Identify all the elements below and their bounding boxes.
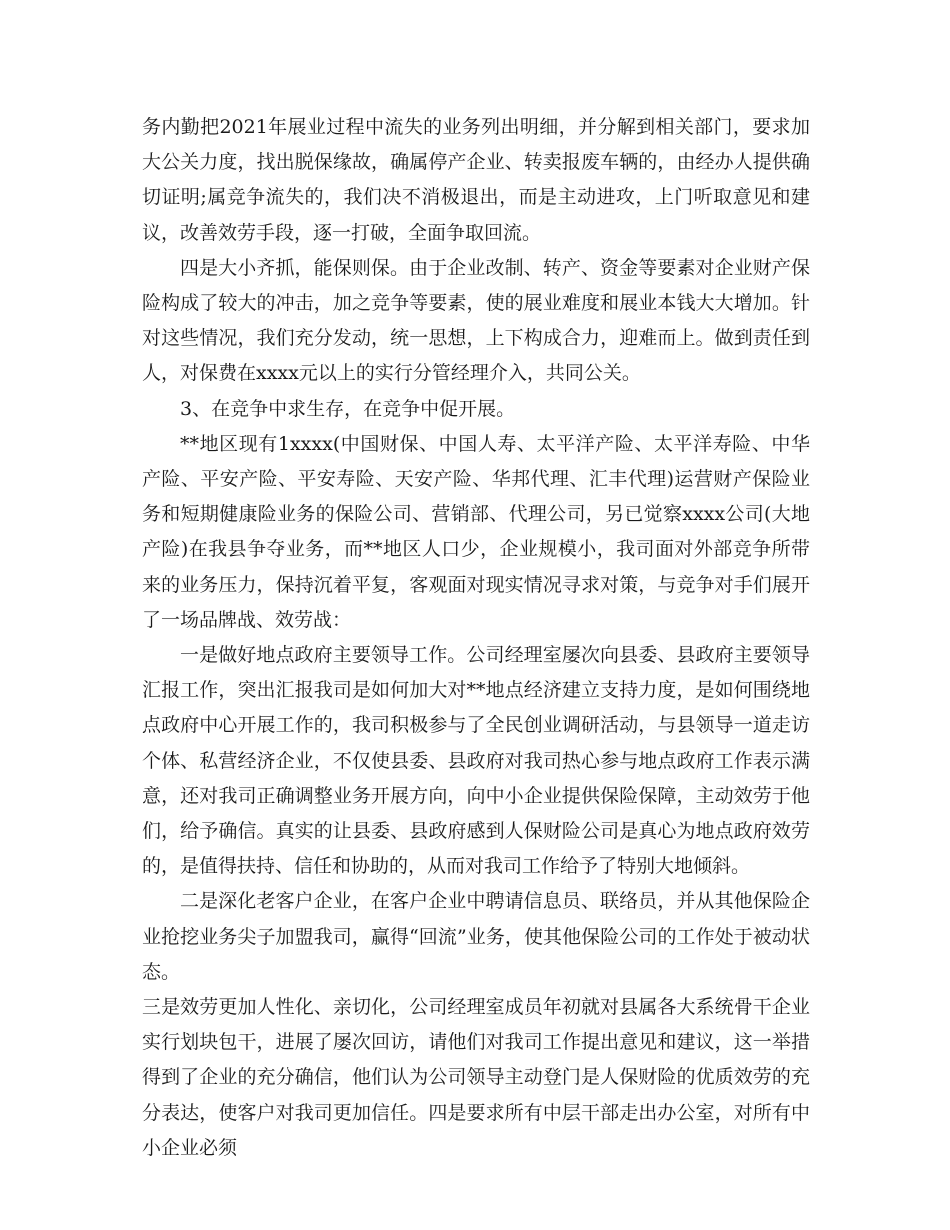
paragraph-1: 务内勤把2021年展业过程中流失的业务列出明细，并分解到相关部门，要求加大公关力度，找出脱保缘故，确属停产企业、转卖报废车辆的，由经办人提供确切证明;属竞争流失的，我们决不消极退出，而是主动进攻，上门听取意见和建议，改善效劳手段，逐一打破，全面争取回流。 — [142, 116, 810, 244]
document-body — [142, 110, 810, 1166]
paragraph-4: **地区现有1xxxx(中国财保、中国人寿、太平洋产险、太平洋寿险、中华产险、平安产险、平安寿险、天安产险、华邦代理、汇丰代理)运营财产保险业务和短期健康险业务的保险公司、营销部、代理公司，另已觉察xxxx公司(大地产险)在我县争夺业务，而**地区人口少，企业规模小，我司面对外部竞争所带来的业务压力，保持沉着平复，客观面对现实情况寻求对策，与竞争对手们展开了一场品牌战、效劳战： — [142, 432, 810, 631]
paragraph-3: 3、在竞争中求生存，在竞争中促开展。 — [180, 397, 516, 420]
paragraph-5: 一是做好地点政府主要领导工作。公司经理室屡次向县委、县政府主要领导汇报工作，突出汇报我司是如何加大对**地点经济建立支持力度，是如何围绕地点政府中心开展工作的，我司积极参与了全民创业调研活动，与县领导一道走访个体、私营经济企业，不仅使县委、县政府对我司热心参与地点政府工作表示满意，还对我司正确调整业务开展方向，向中小企业提供保险保障，主动效劳于他们，给予确信。真实的让县委、县政府感到人保财险公司是真心为地点政府效劳的，是值得扶持、信任和协助的，从而对我司工作给予了特别大地倾斜。 — [142, 644, 810, 878]
paragraph-6: 二是深化老客户企业，在客户企业中聘请信息员、联络员，并从其他保险企业抢挖业务尖子加盟我司，赢得“回流”业务，使其他保险公司的工作处于被动状态。 — [142, 890, 810, 983]
paragraph-7: 三是效劳更加人性化、亲切化，公司经理室成员年初就对县属各大系统骨干企业实行划块包干，进展了屡次回访，请他们对我司工作提出意见和建议，这一举措得到了企业的充分确信，他们认为公司领导主动登门是人保财险的优质效劳的充分表达，使客户对我司更加信任。四是要求所有中层干部走出办公室，对所有中小企业必须 — [142, 996, 810, 1159]
paragraph-2: 四是大小齐抓，能保则保。由于企业改制、转产、资金等要素对企业财产保险构成了较大的冲击，加之竞争等要素，使的展业难度和展业本钱大大增加。针对这些情况，我们充分发动，统一思想，上下构成合力，迎难而上。做到责任到人，对保费在xxxx元以上的实行分管经理介入，共同公关。 — [142, 256, 810, 385]
